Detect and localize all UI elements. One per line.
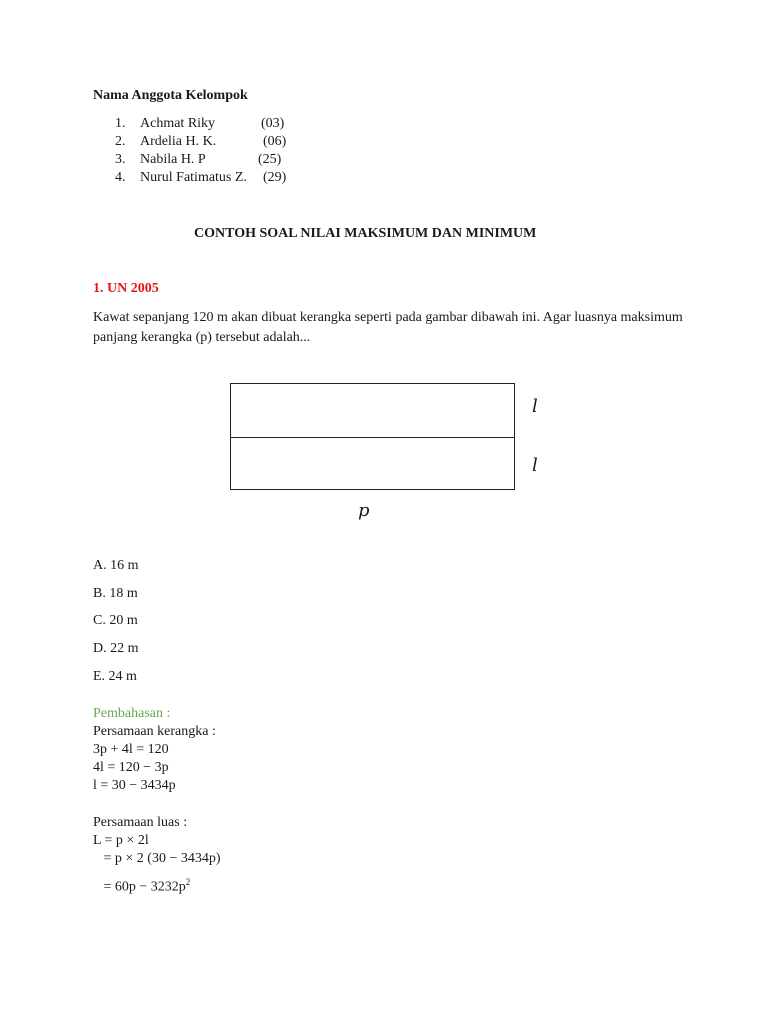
frame-rectangle	[230, 383, 515, 490]
list-item	[115, 170, 315, 188]
list-item	[115, 116, 315, 134]
option-c: C. 20 m	[93, 613, 138, 628]
question-heading: 1. UN 2005	[93, 281, 159, 296]
option-b: B. 18 m	[93, 586, 138, 601]
member-name: Achmat Riky	[140, 116, 216, 131]
member-code: (03)	[261, 116, 285, 131]
member-name: Ardelia H. K.	[140, 134, 217, 149]
list-number: 1.	[115, 116, 126, 131]
label-l-top: l	[532, 396, 538, 417]
list-number: 2.	[115, 134, 126, 149]
solution-line: L = p × 2l	[93, 833, 149, 848]
solution-line: 4l = 120 − 3p	[93, 760, 169, 775]
superscript-exponent: 2	[185, 877, 191, 887]
label-p: p	[358, 500, 370, 521]
solution-line: = p × 2 (30 − 3434p)	[93, 851, 221, 866]
question-text: Kawat sepanjang 120 m akan dibuat kerangka seperti pada gambar dibawah ini. Agar luasnya maksimum panjang kerangka (p) tersebut adalah...	[93, 310, 683, 345]
member-code: (25)	[258, 152, 282, 167]
solution-heading: Pembahasan :	[93, 706, 171, 721]
list-number: 4.	[115, 170, 126, 185]
label-l-bottom: l	[532, 455, 538, 476]
solution-line: l = 30 − 3434p	[93, 778, 176, 793]
list-item	[115, 152, 315, 170]
member-code: (06)	[263, 134, 287, 149]
option-d: D. 22 m	[93, 641, 139, 656]
list-number: 3.	[115, 152, 126, 167]
option-a: A. 16 m	[93, 558, 139, 573]
member-name: Nurul Fatimatus Z.	[140, 170, 247, 185]
solution-line-last	[93, 877, 190, 896]
solution-line: Persamaan luas :	[93, 815, 188, 830]
document-title: CONTOH SOAL NILAI MAKSIMUM DAN MINIMUM	[194, 226, 537, 241]
solution-line: = 60p − 3232p	[93, 879, 186, 895]
members-title: Nama Anggota Kelompok	[93, 88, 248, 103]
member-code: (29)	[263, 170, 287, 185]
option-e: E. 24 m	[93, 669, 137, 684]
solution-line: Persamaan kerangka :	[93, 724, 216, 739]
frame-divider	[231, 437, 514, 438]
member-name: Nabila H. P	[140, 152, 206, 167]
list-item	[115, 134, 315, 152]
solution-line: 3p + 4l = 120	[93, 742, 169, 757]
